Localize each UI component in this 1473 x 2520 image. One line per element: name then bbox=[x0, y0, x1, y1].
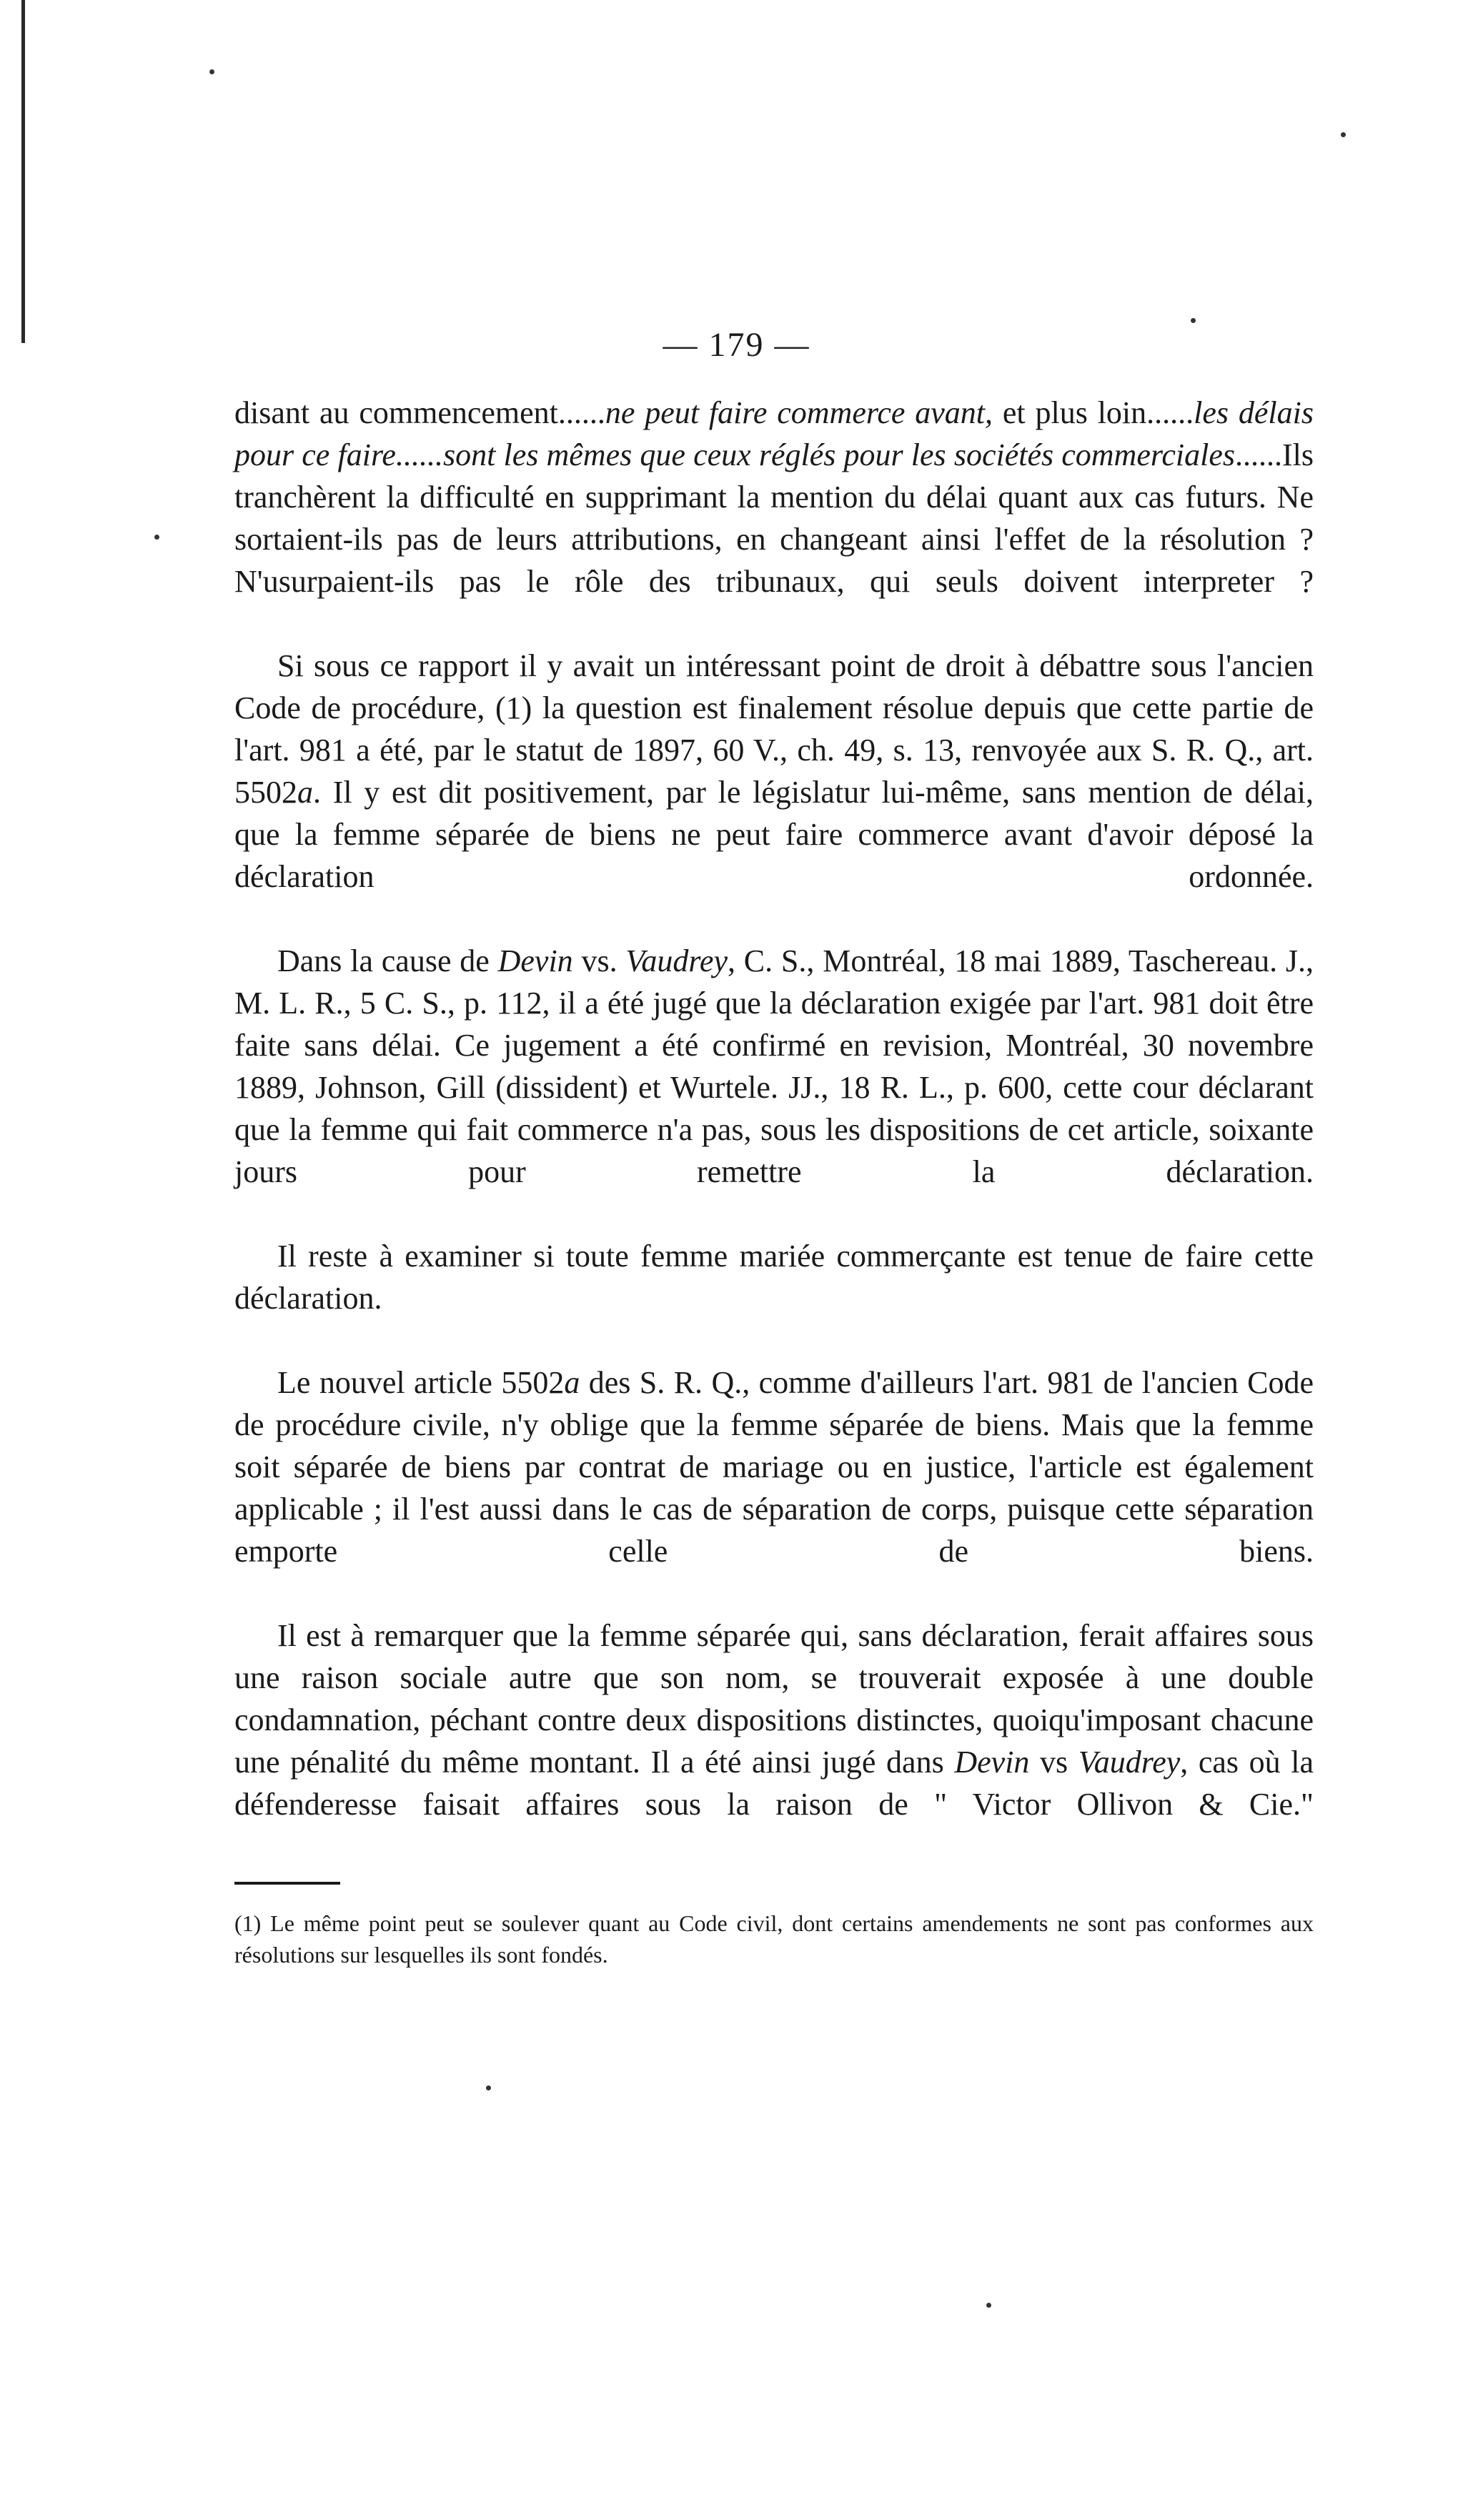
italic-text-run: les délais pour ce faire......sont les mêmes que ceux réglés pour les sociétés commerciales bbox=[234, 395, 1314, 472]
text-run: , cas où la défenderesse faisait affaires sous la raison de " Victor Ollivon & Cie." bbox=[234, 1745, 1314, 1822]
footnote: (1) Le même point peut se soulever quant au Code civil, dont certains amendements ne sont pas conformes aux résolutions sur lesquelles ils sont fondés. bbox=[234, 1910, 1314, 1968]
body-text bbox=[234, 392, 1314, 1970]
italic-text-run: a bbox=[564, 1365, 580, 1400]
text-run: , C. S., Montréal, 18 mai 1889, Taschereau. J., M. L. R., 5 C. S., p. 112, il a été jugé que la déclaration exigée par l'art. 981 doit être faite sans délai. Ce jugement a été confirmé en revision, Montréal, 30 novembre 1889, Johnson, Gill (dissident) et Wurtele. JJ., 18 R. L., p. 600, cette cour déclarant que la femme qui fait commerce n'a pas, sous les dispositions de cet article, soixante jours pour remettre la déclaration. bbox=[234, 943, 1314, 1189]
text-run: ......Ils tranchèrent la difficulté en supprimant la mention du délai quant aux cas futurs. Ne sortaient-ils pas de leurs attributions, en changeant ainsi l'effet de la résolution ? N'usurpaient-ils pas le rôle des tribunaux, qui seuls doivent interpreter ? bbox=[234, 437, 1314, 599]
italic-text-run: Vaudrey bbox=[625, 943, 728, 978]
text-run: vs bbox=[1029, 1745, 1078, 1780]
footnote-separator bbox=[234, 1882, 340, 1885]
italic-text-run: Vaudrey bbox=[1078, 1745, 1181, 1780]
scan-speck bbox=[1341, 132, 1346, 137]
text-run: vs. bbox=[572, 943, 626, 978]
text-run: et plus loin...... bbox=[993, 395, 1194, 430]
page-number: — 179 — bbox=[663, 326, 810, 364]
text-run: Il reste à examiner si toute femme mariée commerçante est tenue de faire cette déclaration. bbox=[234, 1239, 1314, 1316]
text-run: Si sous ce rapport il y avait un intéressant point de droit à débattre sous l'ancien Code de procédure, (1) la question est finalement résolue depuis que cette partie de l'art. 981 a été, par le statut de 1897, 60 V., ch. 49, s. 13, renvoyée aux S. R. Q., art. 5502 bbox=[234, 648, 1314, 810]
paragraph bbox=[234, 645, 1314, 940]
paragraph bbox=[234, 940, 1314, 1235]
scan-speck bbox=[154, 535, 159, 540]
text-run: disant au commencement...... bbox=[234, 395, 605, 430]
paragraph bbox=[234, 1235, 1314, 1361]
scan-speck bbox=[486, 2085, 491, 2090]
text-run: des S. R. Q., comme d'ailleurs l'art. 981 de l'ancien Code de procédure civile, n'y oblige que la femme séparée de biens. Mais que la femme soit séparée de biens par contrat de mariage ou en justice, l'article est également applicable ; il l'est aussi dans le cas de séparation de corps, puisque cette séparation emporte celle de biens. bbox=[234, 1365, 1314, 1569]
paragraph bbox=[234, 1614, 1314, 1867]
paragraph bbox=[234, 1361, 1314, 1614]
italic-text-run: ne peut faire commerce avant, bbox=[605, 395, 993, 430]
paragraph bbox=[234, 392, 1314, 645]
text-run: Le nouvel article 5502 bbox=[277, 1365, 565, 1400]
italic-text-run: Devin bbox=[954, 1745, 1030, 1780]
italic-text-run: a bbox=[297, 775, 313, 810]
scan-edge bbox=[21, 0, 25, 343]
italic-text-run: Devin bbox=[497, 943, 573, 978]
text-run: Dans la cause de bbox=[277, 943, 498, 978]
scan-speck bbox=[1191, 318, 1196, 323]
text-run: . Il y est dit positivement, par le législatur lui-même, sans mention de délai, que la femme séparée de biens ne peut faire commerce avant d'avoir déposé la déclaration ordonnée. bbox=[234, 775, 1314, 894]
scan-speck bbox=[986, 2303, 991, 2308]
scan-speck bbox=[209, 69, 214, 74]
text-run: Il est à remarquer que la femme séparée qui, sans déclaration, ferait affaires sous une raison sociale autre que son nom, se trouverait exposée à une double condamnation, péchant contre deux dispositions distinctes, quoiqu'imposant chacune une pénalité du même montant. Il a été ainsi jugé dans bbox=[234, 1618, 1314, 1780]
